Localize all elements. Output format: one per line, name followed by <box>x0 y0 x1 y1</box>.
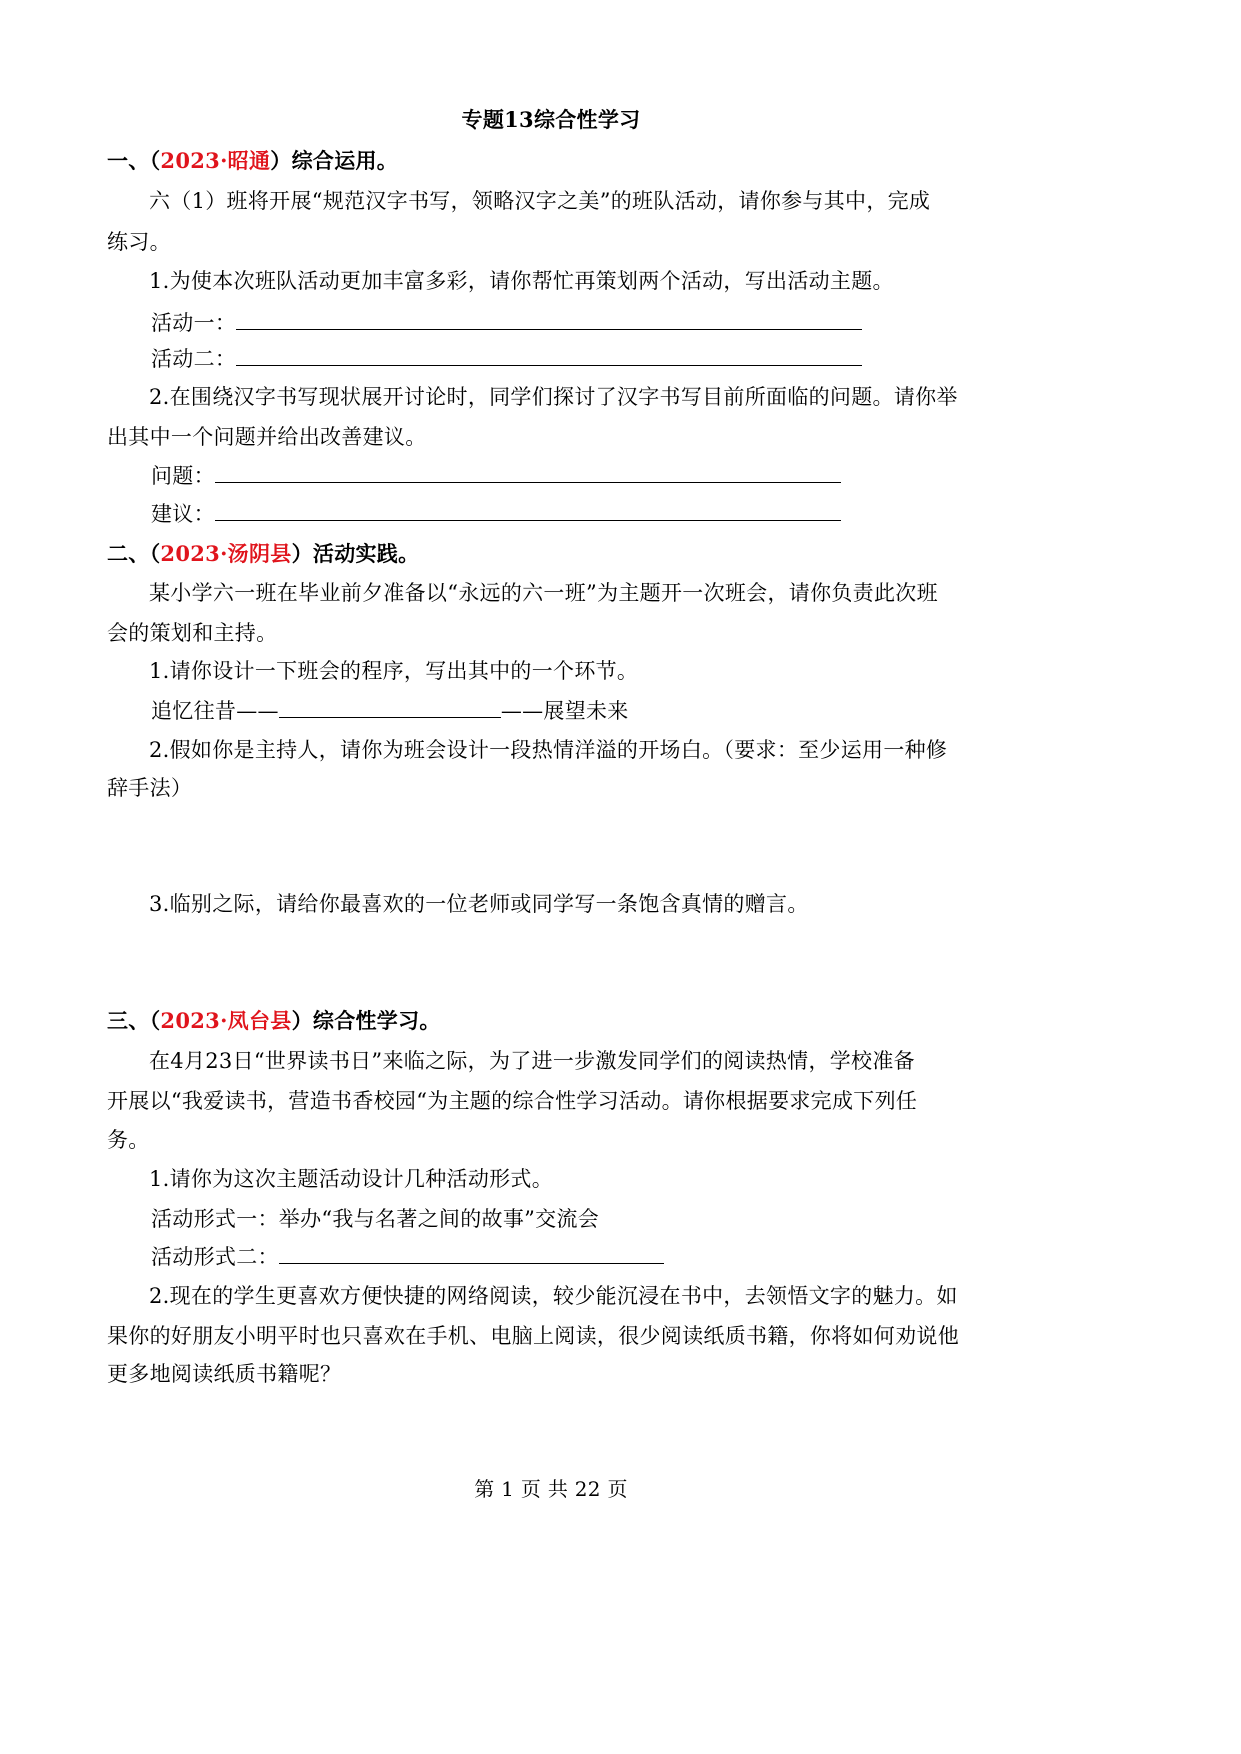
section-1-intro-line-2: 练习。 <box>107 230 171 254</box>
activity-form-2-label: 活动形式二： <box>151 1245 279 1269</box>
problem-label: 问题： <box>151 464 215 488</box>
section-2-source: 2023·汤阴县 <box>160 541 292 566</box>
section-2-close-paren: ） <box>291 541 313 566</box>
section-2-question-3: 3.临别之际，请给你最喜欢的一位老师或同学写一条饱含真情的赠言。 <box>149 892 809 916</box>
problem-answer-blank[interactable] <box>215 462 841 483</box>
section-3-title: 综合性学习。 <box>312 1008 441 1033</box>
suggestion-row <box>151 500 841 528</box>
page-title: 专题13综合性学习 <box>461 107 641 132</box>
section-2-intro-line-1: 某小学六一班在毕业前夕准备以“永远的六一班”为主题开一次班会，请你负责此次班 <box>149 581 938 605</box>
suggestion-answer-blank[interactable] <box>215 500 841 521</box>
program-before-label: 追忆往昔—— <box>151 699 279 723</box>
section-1-source: 2023·昭通 <box>160 148 271 173</box>
section-2-question-2-line-2: 辞手法） <box>107 776 193 800</box>
section-2-number: 二、 <box>107 541 150 566</box>
section-3-source: 2023·凤台县 <box>160 1008 292 1033</box>
activity-1-label: 活动一： <box>151 311 237 335</box>
activity-1-answer-blank[interactable] <box>236 309 862 330</box>
activity-form-2-row <box>151 1243 664 1271</box>
section-2-question-2-line-1: 2.假如你是主持人，请你为班会设计一段热情洋溢的开场白。（要求：至少运用一种修 <box>149 738 948 762</box>
section-1-open-paren: （ <box>149 148 161 173</box>
section-3-question-2-line-3: 更多地阅读纸质书籍呢？ <box>107 1362 342 1386</box>
section-1-question-2-line-1: 2.在围绕汉字书写现状展开讨论时，同学们探讨了汉字书写目前所面临的问题。请你举 <box>149 385 958 409</box>
activity-form-1: 活动形式一：举办“我与名著之间的故事”交流会 <box>151 1207 600 1231</box>
section-1-question-2-line-2: 出其中一个问题并给出改善建议。 <box>107 425 427 449</box>
problem-row <box>151 462 841 490</box>
section-1-question-1: 1.为使本次班队活动更加丰富多彩，请你帮忙再策划两个活动，写出活动主题。 <box>149 269 894 293</box>
section-3-question-1: 1.请你为这次主题活动设计几种活动形式。 <box>149 1167 554 1191</box>
section-2-open-paren: （ <box>149 541 161 566</box>
activity-2-label: 活动二： <box>151 347 237 371</box>
section-1-heading <box>107 147 398 175</box>
program-answer-blank[interactable] <box>279 697 501 718</box>
section-2-question-1: 1.请你设计一下班会的程序，写出其中的一个环节。 <box>149 659 639 683</box>
program-row <box>151 697 629 725</box>
section-1-number: 一、 <box>107 148 150 173</box>
section-3-number: 三、 <box>107 1008 150 1033</box>
section-2-heading <box>107 540 419 568</box>
section-3-intro-line-1: 在4月23日“世界读书日”来临之际，为了进一步激发同学们的阅读热情，学校准备 <box>149 1049 915 1073</box>
section-1-intro-line-1: 六（1）班将开展“规范汉字书写，领略汉字之美”的班队活动，请你参与其中，完成 <box>149 189 931 213</box>
activity-form-2-answer-blank[interactable] <box>279 1243 664 1264</box>
activity-2-answer-blank[interactable] <box>236 345 862 366</box>
section-3-intro-line-2: 开展以“我爱读书，营造书香校园“为主题的综合性学习活动。请你根据要求完成下列任 <box>107 1089 918 1113</box>
activity-2-row <box>151 345 862 373</box>
section-2-intro-line-2: 会的策划和主持。 <box>107 621 278 645</box>
section-1-close-paren: ） <box>270 148 292 173</box>
section-3-close-paren: ） <box>291 1008 313 1033</box>
page-footer: 第 1 页 共 22 页 <box>474 1477 628 1501</box>
program-after-label: ——展望未来 <box>500 699 629 723</box>
section-1-title: 综合运用。 <box>291 148 399 173</box>
section-3-open-paren: （ <box>149 1008 161 1033</box>
section-2-title: 活动实践。 <box>312 541 420 566</box>
activity-1-row <box>151 309 862 337</box>
section-3-question-2-line-2: 果你的好朋友小明平时也只喜欢在手机、电脑上阅读，很少阅读纸质书籍，你将如何劝说他 <box>107 1324 959 1348</box>
suggestion-label: 建议： <box>151 502 215 526</box>
section-3-question-2-line-1: 2.现在的学生更喜欢方便快捷的网络阅读，较少能沉浸在书中，去领悟文字的魅力。如 <box>149 1284 958 1308</box>
section-3-intro-line-3: 务。 <box>107 1128 150 1152</box>
section-3-heading <box>107 1007 441 1035</box>
